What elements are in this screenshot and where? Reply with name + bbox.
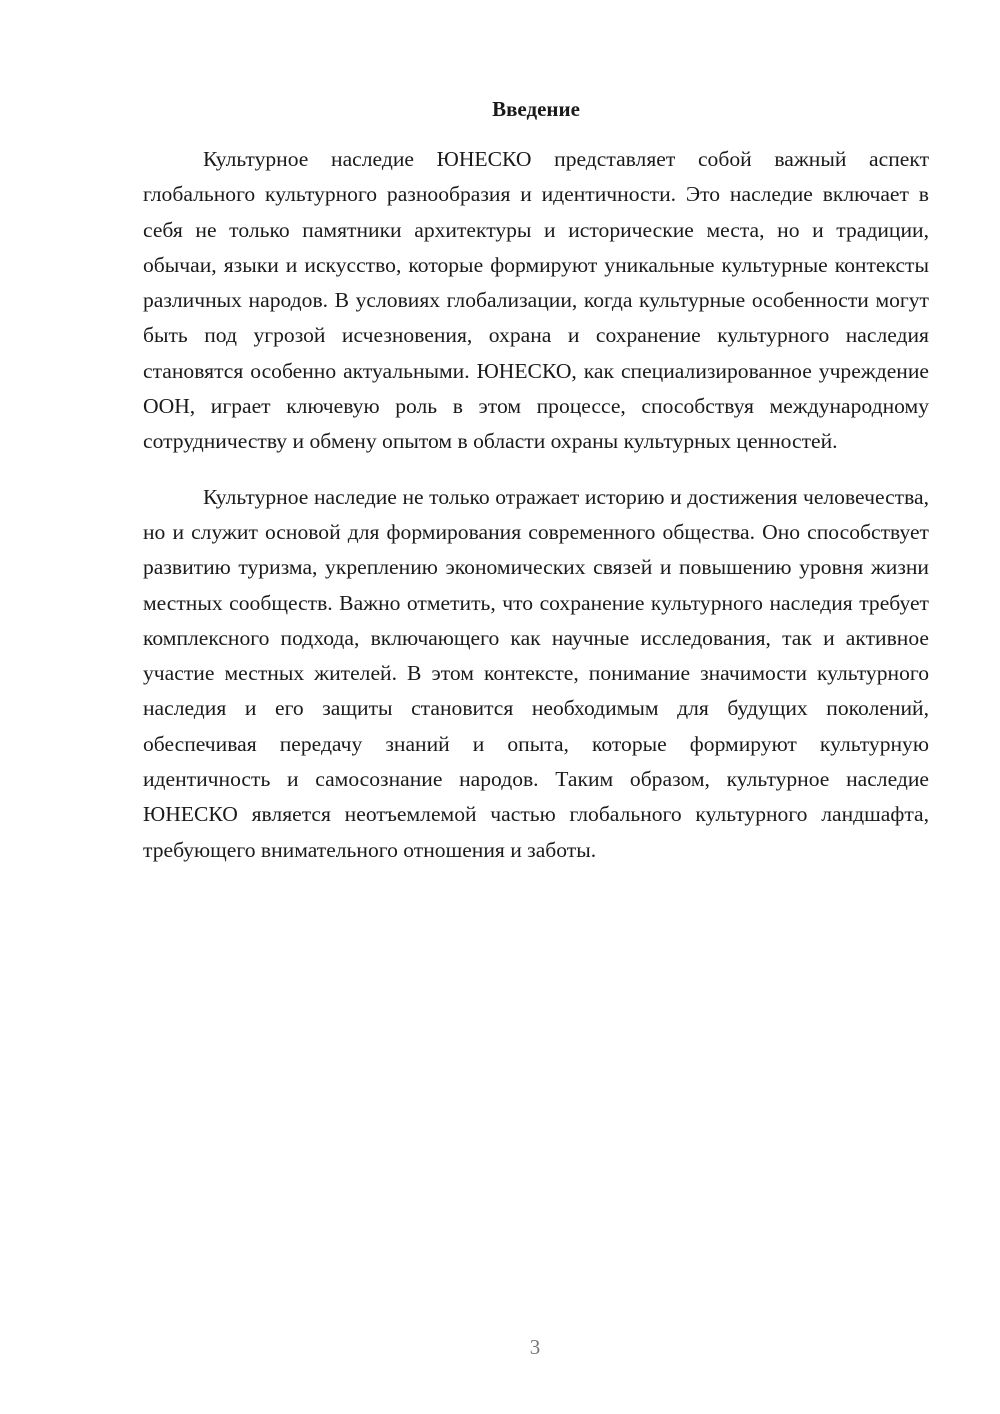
page-number: 3 xyxy=(529,1335,541,1359)
section-heading: Введение xyxy=(492,97,580,121)
paragraph-2: Культурное наследие не только отражает историю и достижения человечества, но и служит основой для формирования современного общества. Оно способствует развитию туризма, укреплению экономических связей и повышению уровня жизни местных сообществ. Важно отметить, что сохранение культурного наследия требует комплексного подхода, включающего как научные исследования, так и активное участие местных жителей. В этом контексте, понимание значимости культурного наследия и его защиты становится необходимым для будущих поколений, обеспечивая передачу знаний и опыта, которые формируют культурную идентичность и самосознание народов. Таким образом, культурное наследие ЮНЕСКО является неотъемлемой частью глобального культурного ландшафта, требующего внимательного отношения и заботы. xyxy=(143,484,929,862)
paragraph-1: Культурное наследие ЮНЕСКО представляет собой важный аспект глобального культурного разнообразия и идентичности. Это наследие включает в себя не только памятники архитектуры и исторические места, но и традиции, обычаи, языки и искусство, которые формируют уникальные культурные контексты различных народов. В условиях глобализации, когда культурные особенности могут быть под угрозой исчезновения, охрана и сохранение культурного наследия становятся особенно актуальными. ЮНЕСКО, как специализированное учреждение ООН, играет ключевую роль в этом процессе, способствуя международному сотрудничеству и обмену опытом в области охраны культурных ценностей. xyxy=(143,147,929,454)
page-content xyxy=(143,94,929,888)
